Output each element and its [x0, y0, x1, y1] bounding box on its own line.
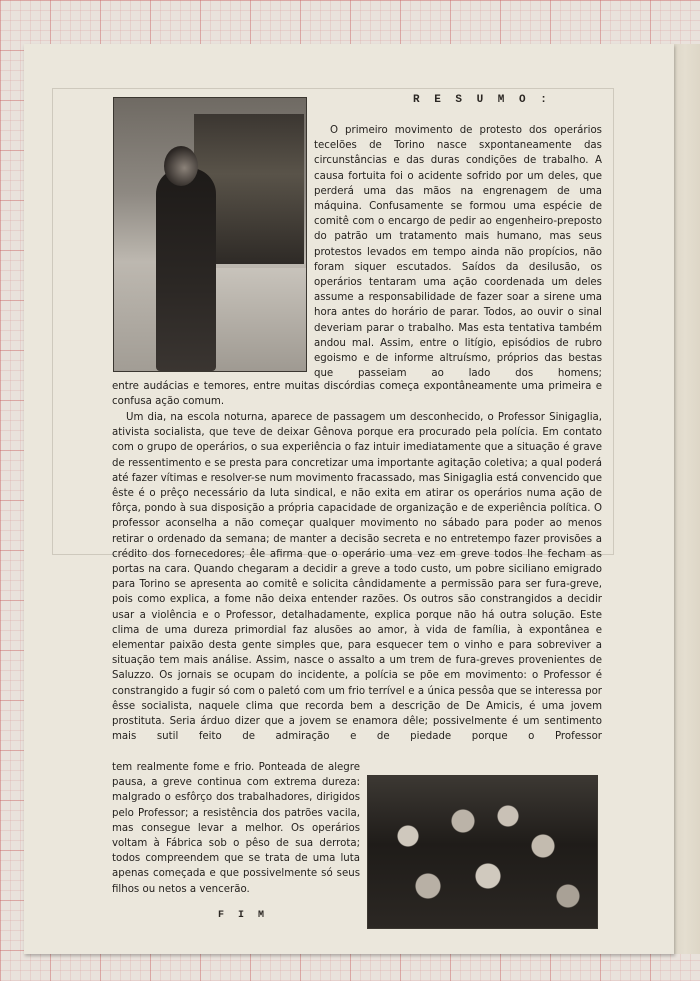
summary-title: R E S U M O : — [413, 94, 551, 106]
film-still-crowd-photo — [367, 775, 598, 929]
photo-figure-head — [164, 146, 198, 186]
film-still-worker-photo — [113, 97, 307, 372]
paragraph-intro-continued: entre audácias e temores, entre muitas discórdias começa expontâneamente uma primeira e confusa ação comum. — [112, 381, 602, 408]
photo-counter — [214, 268, 306, 371]
photo-figure — [156, 168, 216, 371]
end-mark: F I M — [218, 910, 269, 921]
paragraph-intro: O primeiro movimento de protesto dos operários tecelões de Torino nasce sxpontaneamente das circunstâncias e das duras condições de trabalho. A causa fortuita foi o acidente sofrido por um deles, que perderá uma das mãos na engrenagem de uma máquina. Confusamente se formou uma espécie de comitê com o encargo de pedir ao engenheiro-preposto do patrão um tratamento mais humano, mas seus protestos levados em tempo ainda não propícios, não foram siquer escutados. Saídos da desilusão, os operários tentaram uma ação coordenada um deles assume a responsabilidade de fazer soar a sirene uma hora antes do horário de parar. Todos, ao ouvir o sinal deveriam parar o trabalho. Mas esta tentativa também andou mal. Assim, entre o litígio, episódios de rubro egoismo e de informe altruísmo, próprios das bestas que passeiam ao lado dos homens; — [314, 125, 602, 380]
paragraph-main: Um dia, na escola noturna, aparece de passagem um desconhecido, o Professor Sinigaglia, ativista socialista, que teve de deixar Gênova porque era procurado pela polícia. Em contato com o grupo de operários, o sua experiência o faz intuir imediatamente que a situação é grave de ressentimento e se presta para concretizar uma importante agitação coletiva; a qual poderá até fazer vítimas e resolver-se num movimento fracassado, mas Sinigaglia está convencido que êste é o prêço necessário da luta sindical, e não exita em atirar os operários numa ação de fôrça, pondo à sua disposição a própria capacidade de organização e de experiência política. O professor aconselha a não começar qualquer movimento no sábado para poder ao menos retirar o ordenado da semana; de manter a decisão secreta e no entretempo fazer provisões a crédito dos fornecedores; êle afirma que o operário uma vez em greve todos lhe fecham as portas na cara. Quando chegaram a decidir a greve a todo custo, um pobre siciliano emigrado para Torino se apresenta ao comitê e solicita cândidamente a permissão para ser fura-greve, pois como explica, a fome não deixa entender razões. Os outros são constrangidos a decidir usar a violência e o Professor, detalhadamente, explica porque não há outra solução. Este clima de uma dureza primordial faz alusões ao amor, à vida de família, à expontânea e elementar paixão desta gente simples que, para esquecer tem o vinho e para sobreviver a situação tem mais análise. Assim, nasce o assalto a um trem de fura-greves provenientes de Saluzzo. Os jornais se ocupam do incidente, a polícia se põe em movimento: o Professor é constrangido a fugir só com o paletó com um frio terrível e a única pessôa que se interessa por êsse socialista, naquele clima que recorda bem a descrição de De Amicis, é uma jovem prostituta. Seria árduo dizer que a jovem se enamora dêle; possivelmente é um sentimento mais sutil feito de admiração e de piedade porque o Professor — [112, 412, 602, 743]
paragraph-ending: tem realmente fome e frio. Ponteada de alegre pausa, a greve continua com extrema dureza: malgrado o esfôrço dos trabalhadores, dirigidos pelo Professor; a resistência dos patrões vacila, mas consegue levar a melhor. Os operários voltam à Fábrica sob o pêso de sua derrota; todos compreendem que se trata de uma luta apenas começada e que possivelmente só seus filhos ou netos a vencerão. — [112, 762, 360, 895]
